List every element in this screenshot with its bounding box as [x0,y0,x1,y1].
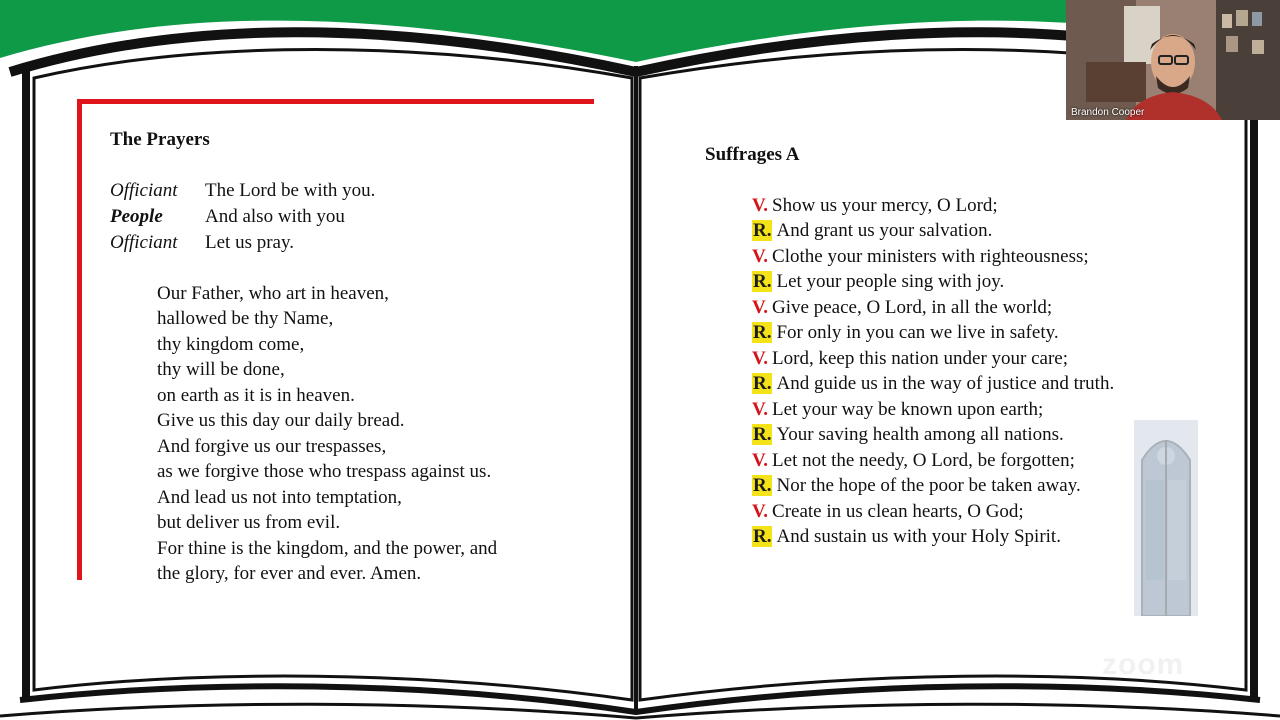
prayer-line: as we forgive those who trespass against us. [157,461,492,482]
response-line [752,271,1004,293]
right-page-heading: Suffrages A [705,144,800,165]
versicle-line [752,348,1068,370]
response-text: Nor the hope of the poor be taken away. [776,475,1081,496]
response-text: For only in you can we live in safety. [776,322,1059,343]
versicle-text: Create in us clean hearts, O God; [772,501,1024,522]
versicle-mark: V. [752,348,769,369]
versicle-mark: V. [752,195,769,216]
versicle-mark: V. [752,501,769,522]
prayer-line: on earth as it is in heaven. [157,385,355,406]
webcam-video-tile[interactable] [1066,0,1280,120]
response-mark: R. [753,271,772,292]
response-text: And also with you [205,206,345,227]
red-decorative-bar-left [77,99,82,580]
prayer-line: thy will be done, [157,359,285,380]
versicle-mark: V. [752,399,769,420]
versicle-text: Clothe your ministers with righteousness; [772,246,1089,267]
response-line [752,373,1114,395]
versicle-text: Give peace, O Lord, in all the world; [772,297,1053,318]
prayer-line: And lead us not into temptation, [157,487,402,508]
stained-glass-window-image [1134,420,1198,616]
response-line [752,220,992,242]
response-mark: R. [753,373,772,394]
response-mark: R. [753,475,772,496]
versicle-line [752,297,1052,319]
response-line [752,424,1064,446]
response-text: Let us pray. [205,232,294,253]
response-text: And guide us in the way of justice and truth. [776,373,1115,394]
left-page-heading: The Prayers [110,129,210,150]
zoom-watermark: zoom [1102,648,1185,681]
speaker-label: Officiant [110,180,178,201]
response-text: And grant us your salvation. [776,220,993,241]
response-text: And sustain us with your Holy Spirit. [776,526,1061,547]
prayer-line: For thine is the kingdom, and the power, and [157,538,498,559]
prayer-line: Give us this day our daily bread. [157,410,405,431]
response-line [752,322,1059,344]
versicle-text: Lord, keep this nation under your care; [772,348,1069,369]
participant-name-label: Brandon Cooper [1071,107,1145,118]
versicle-mark: V. [752,246,769,267]
versicle-line [752,399,1043,421]
versicle-text: Show us your mercy, O Lord; [772,195,998,216]
red-decorative-bar-top [78,99,594,104]
prayer-line: but deliver us from evil. [157,512,341,533]
versicle-mark: V. [752,297,769,318]
speaker-label: People [110,206,163,227]
versicle-line [752,195,998,217]
prayer-line: And forgive us our trespasses, [157,436,387,457]
response-line [752,475,1081,497]
response-mark: R. [753,322,772,343]
prayer-line: hallowed be thy Name, [157,308,334,329]
response-mark: R. [753,424,772,445]
prayer-line: thy kingdom come, [157,334,305,355]
webcam-video-frame [1066,0,1280,120]
versicle-line [752,450,1075,472]
versicle-mark: V. [752,450,769,471]
versicle-line [752,246,1089,268]
response-line [752,526,1061,548]
prayer-line: Our Father, who art in heaven, [157,283,389,304]
prayer-line: the glory, for ever and ever. Amen. [157,563,422,584]
versicle-text: Let your way be known upon earth; [772,399,1044,420]
response-mark: R. [753,526,772,547]
versicle-text: Let not the needy, O Lord, be forgotten; [772,450,1075,471]
response-text: Let your people sing with joy. [776,271,1005,292]
response-mark: R. [753,220,772,241]
response-text: Your saving health among all nations. [776,424,1064,445]
versicle-line [752,501,1024,523]
speaker-label: Officiant [110,232,178,253]
response-text: The Lord be with you. [205,180,376,201]
